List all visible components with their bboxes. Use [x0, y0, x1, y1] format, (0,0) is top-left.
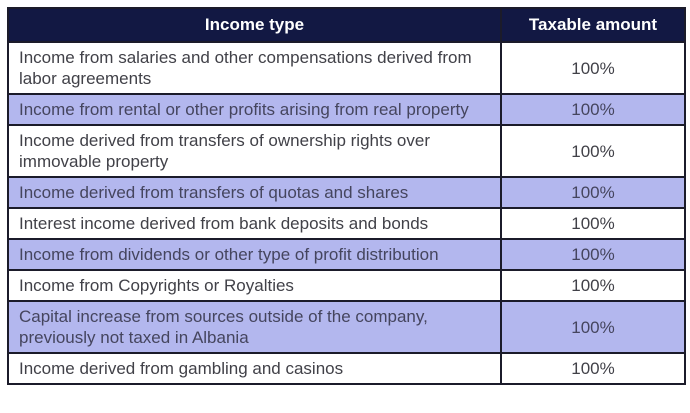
table-row: [8, 270, 685, 301]
income-type-cell: Income from dividends or other type of profit distribution: [8, 239, 501, 270]
column-header-taxable-amount: Taxable amount: [501, 8, 685, 42]
income-type-cell: Interest income derived from bank deposits and bonds: [8, 208, 501, 239]
table-row: [8, 301, 685, 353]
table-header: [8, 8, 685, 42]
column-header-income-type: Income type: [8, 8, 501, 42]
taxable-amount-cell: 100%: [501, 125, 685, 177]
taxable-amount-cell: 100%: [501, 94, 685, 125]
table-body: [8, 42, 685, 384]
table-row: [8, 94, 685, 125]
taxable-amount-cell: 100%: [501, 42, 685, 94]
income-type-cell: Capital increase from sources outside of the company, previously not taxed in Albania: [8, 301, 501, 353]
taxable-amount-cell: 100%: [501, 239, 685, 270]
header-row: [8, 8, 685, 42]
taxable-amount-cell: 100%: [501, 177, 685, 208]
taxable-amount-cell: 100%: [501, 208, 685, 239]
income-tax-table: [7, 7, 686, 385]
income-type-cell: Income derived from gambling and casinos: [8, 353, 501, 384]
table-row: [8, 208, 685, 239]
income-type-cell: Income from salaries and other compensations derived from labor agreements: [8, 42, 501, 94]
table-row: [8, 239, 685, 270]
taxable-amount-cell: 100%: [501, 301, 685, 353]
income-type-cell: Income derived from transfers of quotas and shares: [8, 177, 501, 208]
income-type-cell: Income from rental or other profits arising from real property: [8, 94, 501, 125]
table-row: [8, 42, 685, 94]
taxable-amount-cell: 100%: [501, 270, 685, 301]
income-type-cell: Income derived from transfers of ownership rights over immovable property: [8, 125, 501, 177]
table-row: [8, 125, 685, 177]
table-row: [8, 353, 685, 384]
income-type-cell: Income from Copyrights or Royalties: [8, 270, 501, 301]
table-row: [8, 177, 685, 208]
taxable-amount-cell: 100%: [501, 353, 685, 384]
